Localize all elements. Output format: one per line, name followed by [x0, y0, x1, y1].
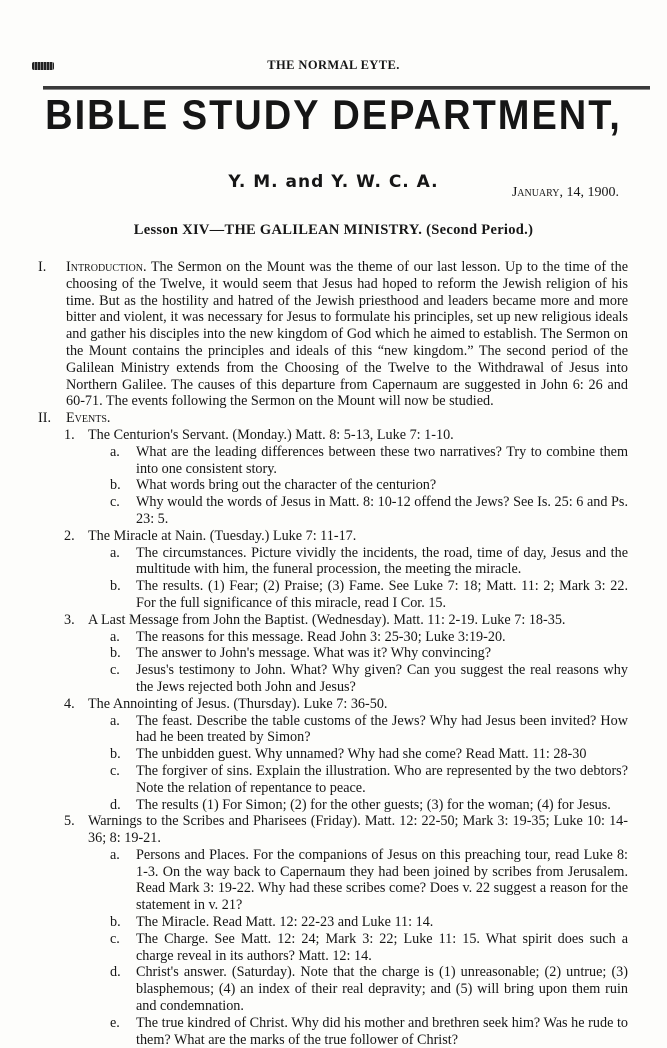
section-heading: Introduction.: [66, 259, 147, 275]
department-title: BIBLE STUDY DEPARTMENT,: [45, 92, 622, 140]
question: a. What are the leading differences between these two narratives? Try to combine them into one consistent story.: [110, 443, 628, 477]
issue-date: January, 14, 1900.: [511, 185, 619, 200]
event-title: The Centurion's Servant. (Monday.) Matt. 8: 5-13, Luke 7: 1-10.: [88, 426, 454, 443]
section-events: [38, 410, 628, 1048]
question: a. Persons and Places. For the companions of Jesus on this preaching tour, read Luke 8: 1-3. On the way back to Capernaum they had been joined by scribes from Jerusalem. Read Mark 3: 19-22. Why had these scribes come? Does v. 22 suggest a reason for the statement in v. 21?: [110, 846, 628, 914]
event-item: [64, 612, 628, 696]
question: c. Jesus's testimony to John. What? Why given? Can you suggest the real reasons why the Jews rejected both John and Jesus?: [110, 662, 628, 695]
question: a. The circumstances. Picture vividly the incidents, the road, time of day, Jesus and the multitude with him, the funeral procession, the meeting the miracle.: [110, 544, 628, 578]
question: e. The true kindred of Christ. Why did his mother and brethren seek him? Was he rude to them? What are the marks of the true follower of Christ?: [110, 1014, 628, 1048]
lesson-body: [38, 259, 628, 1048]
event-number: 2.: [64, 527, 75, 544]
event-number: 5.: [64, 813, 75, 830]
event-title: The Miracle at Nain. (Tuesday.) Luke 7: 11-17.: [88, 527, 357, 544]
event-number: 3.: [64, 611, 75, 628]
event-item: [64, 813, 628, 1048]
event-item: [64, 427, 628, 528]
lesson-title: Lesson XIV—THE GALILEAN MINISTRY. (Second Period.): [133, 222, 534, 238]
question: c. The forgiver of sins. Explain the illustration. Who are represented by the two debtors? Note the relation of repentance to peace.: [110, 762, 628, 796]
question: b. The results. (1) Fear; (2) Praise; (3) Fame. See Luke 7: 18; Matt. 11: 2; Mark 3: 22. For the full significance of this miracle, read I Cor. 15.: [110, 578, 628, 611]
question: b. The Miracle. Read Matt. 12: 22-23 and Luke 11: 14.: [110, 914, 434, 931]
event-title: A Last Message from John the Baptist. (Wednesday). Matt. 11: 2-19. Luke 7: 18-35.: [88, 611, 566, 628]
question: c. Why would the words of Jesus in Matt. 8: 10-12 offend the Jews? See Is. 25: 6 and Ps. 23: 5.: [110, 494, 628, 527]
question: b. The unbidden guest. Why unnamed? Why had she come? Read Matt. 11: 28-30: [110, 746, 587, 763]
section-introduction: [38, 259, 628, 410]
section-text: The Sermon on the Mount was the theme of our last lesson. Up to the time of the choosing of the Twelve, it would seem that Jesus had hoped to reform the Jewish religion of his time. But as the hostility and hatred of the Jewish priesthood and leaders became more and more bitter and violent, it was necessary for Jesus to formulate his principles, set up new religious ideals and gather his disciples into the new kingdom of God which he aimed to establish. The Sermon on the Mount contains the principles and ideals of this “new kingdom.” The second period of the Galilean Ministry extends from the Choosing of the Twelve to the Withdrawal of Jesus into Northern Galilee. The causes of this departure from Capernaum are suggested in John 6: 26 and 60-71. The events following the Sermon on the Mount will now be studied.: [66, 259, 628, 410]
section-heading: Events.: [66, 410, 111, 427]
question: d. Christ's answer. (Saturday). Note that the charge is (1) unreasonable; (2) untrue; (3) blasphemous; (4) an index of their real depravity; and (5) will bring upon them ruin and condemnation.: [110, 964, 628, 1015]
organization: Y. M. and Y. W. C. A.: [228, 172, 439, 192]
event-title: Warnings to the Scribes and Pharisees (Friday). Matt. 12: 22-50; Mark 3: 19-35; Luke 10: 14-36; 8: 19-21.: [88, 813, 628, 847]
event-number: 4.: [64, 695, 75, 712]
event-number: 1.: [64, 426, 75, 443]
question: a. The reasons for this message. Read John 3: 25-30; Luke 3:19-20.: [110, 628, 506, 645]
section-number: II.: [38, 410, 51, 427]
event-item: [64, 696, 628, 814]
header-rule: [43, 86, 650, 90]
event-title: The Annointing of Jesus. (Thursday). Luke 7: 36-50.: [88, 695, 388, 712]
question: a. The feast. Describe the table customs of the Jews? Why had Jesus been invited? How had he been treated by Simon?: [110, 712, 628, 746]
section-number: I.: [38, 259, 47, 275]
event-item: [64, 528, 628, 612]
question: d. The results (1) For Simon; (2) for the other guests; (3) for the woman; (4) for Jesus.: [110, 796, 611, 813]
question: c. The Charge. See Matt. 12: 24; Mark 3: 22; Luke 11: 15. What spirit does such a charge reveal in its authors? Matt. 12: 14.: [110, 930, 628, 964]
question: b. What words bring out the character of the centurion?: [110, 477, 437, 494]
question: b. The answer to John's message. What was it? Why convincing?: [110, 645, 492, 662]
running-head: THE NORMAL EYTE.: [267, 58, 400, 72]
